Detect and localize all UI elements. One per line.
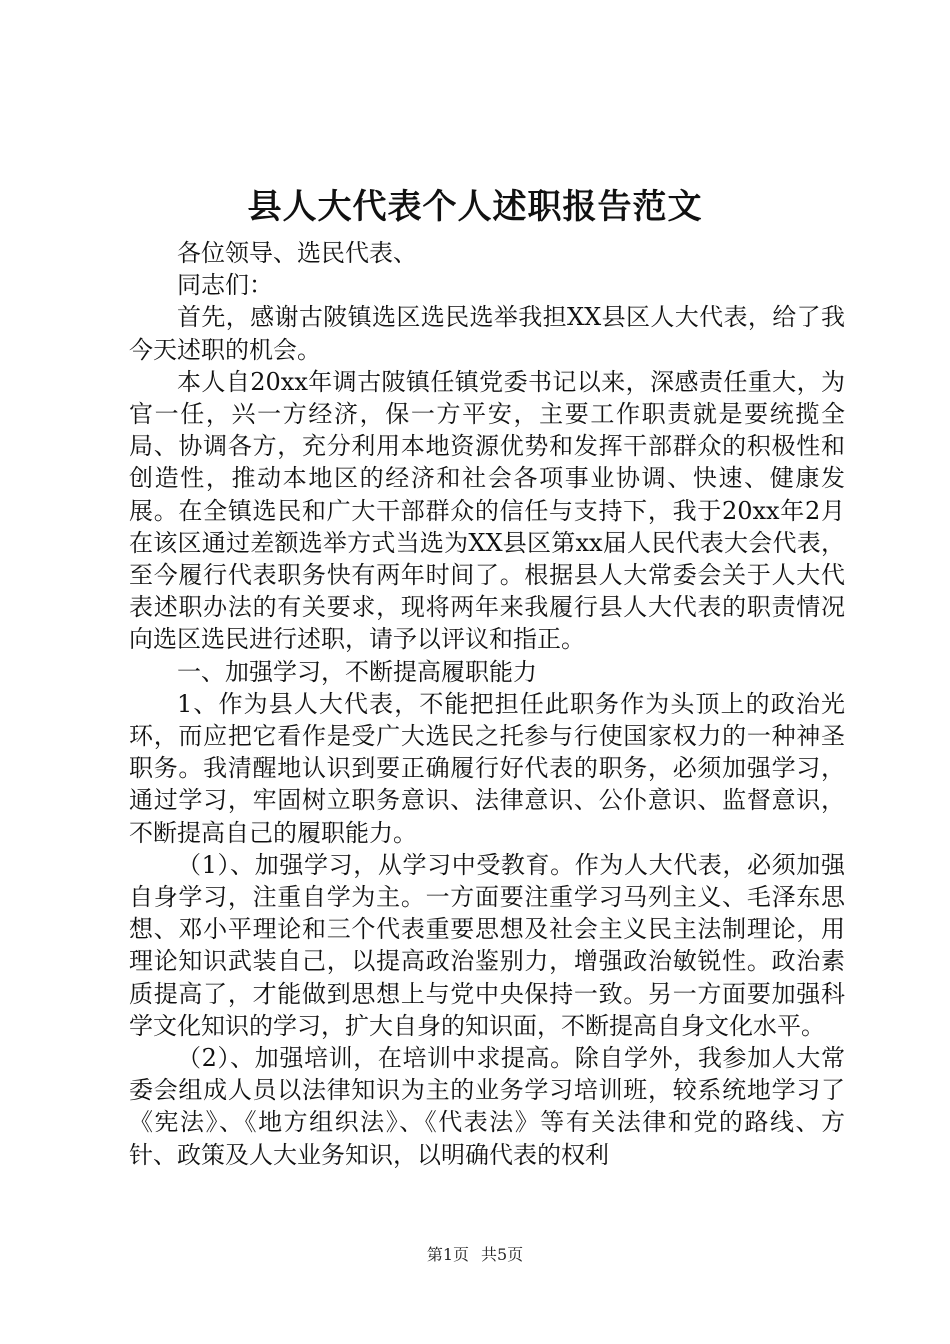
salutation-line-1: 各位领导、选民代表、 bbox=[177, 239, 417, 267]
paragraph-intro: 首先，感谢古陂镇选区选民选举我担XX县区人大代表，给了我今天述职的机会。 bbox=[129, 303, 845, 364]
paragraph-subitem-2: （2）、加强培训，在培训中求提高。除自学外，我参加人大常委会组成人员以法律知识为主的业务学习培训班，较系统地学习了《宪法》、《地方组织法》、《代表法》等有关法律和党的路线、方针、政策及人大业务知识，以明确代表的权利 bbox=[129, 1044, 845, 1169]
section-heading-1: 一、加强学习，不断提高履职能力 bbox=[177, 657, 537, 686]
paragraph-item-1: 1、作为县人大代表，不能把担任此职务作为头顶上的政治光环，而应把它看作是受广大选民之托参与行使国家权力的一种神圣职务。我清醒地认识到要正确履行好代表的职务，必须加强学习，通过学习，牢固树立职务意识、法律意识、公仆意识、监督意识，不断提高自己的履职能力。 bbox=[129, 689, 845, 847]
page-footer bbox=[0, 1243, 950, 1267]
document-title: 县人大代表个人述职报告范文 bbox=[247, 187, 703, 227]
salutation-line-2: 同志们： bbox=[177, 271, 273, 300]
page-number-total: 共5页 bbox=[481, 1245, 524, 1264]
paragraph-subitem-1: （1）、加强学习，从学习中受教育。作为人大代表，必须加强自身学习，注重自学为主。一方面要注重学习马列主义、毛泽东思想、邓小平理论和三个代表重要思想及社会主义民主法制理论，用理论知识武装自己，以提高政治鉴别力，增强政治敏锐性。政治素质提高了，才能做到思想上与党中央保持一致。另一方面要加强科学文化知识的学习，扩大自身的知识面，不断提高自身文化水平。 bbox=[129, 850, 845, 1040]
paragraph-background: 本人自20xx年调古陂镇任镇党委书记以来，深感责任重大，为官一任，兴一方经济，保一方平安，主要工作职责就是要统揽全局、协调各方，充分利用本地资源优势和发挥干部群众的积极性和创造性，推动本地区的经济和社会各项事业协调、快速、健康发展。在全镇选民和广大干部群众的信任与支持下，我于20xx年2月在该区通过差额选举方式当选为XX县区第xx届人民代表大会代表，至今履行代表职务快有两年时间了。根据县人大常委会关于人大代表述职办法的有关要求，现将两年来我履行县人大代表的职责情况向选区选民进行述职，请予以评议和指正。 bbox=[129, 367, 845, 654]
document-body bbox=[129, 237, 845, 1171]
page-number-current: 第1页 bbox=[426, 1245, 469, 1264]
